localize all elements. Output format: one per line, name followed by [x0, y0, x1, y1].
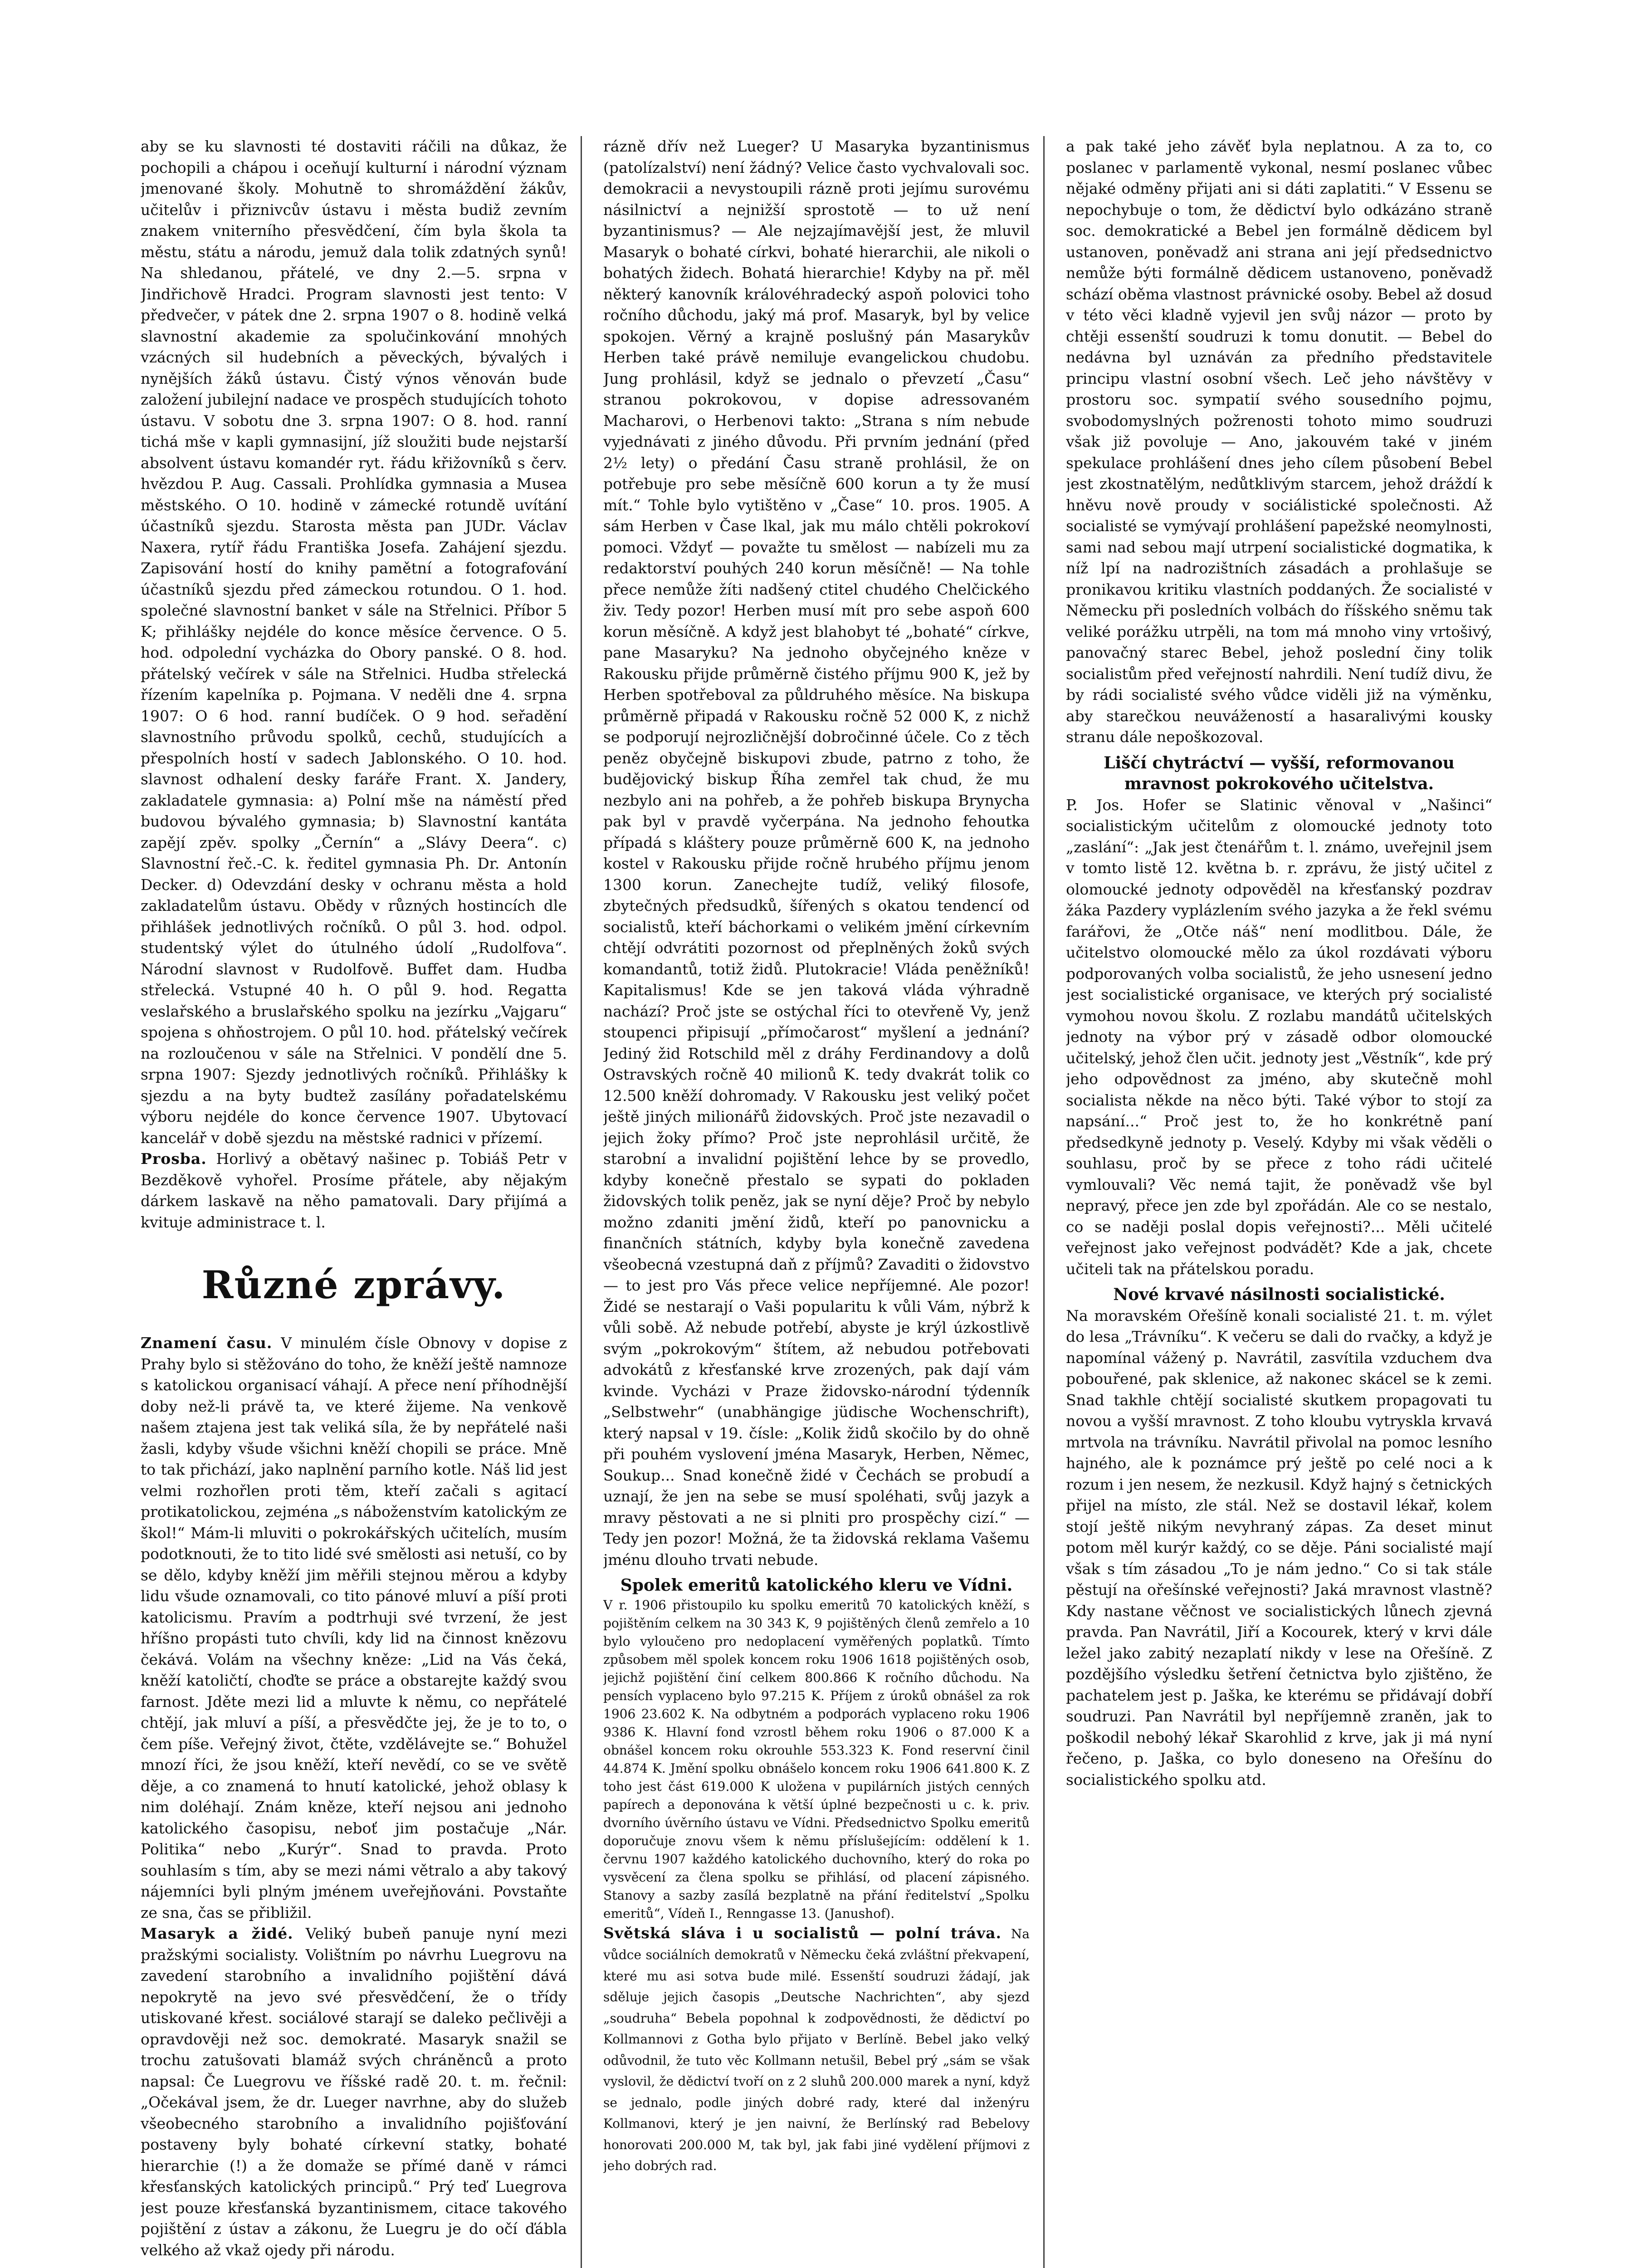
- nove-text: Na moravském Ořešíně konali socialisté 21. t. m. výlet do lesa „Trávníku“. K večeru se dali do rvačky, a když je napomínal vážený p. Navrátil, zasvítila vzduchem dva pobouřené, pak sklenice, až nakonec skácel se k zemi. Snad takhle chtějí socialisté skutkem propagovati tu novou a vyšší mravnost. Z toho kloubu vytryskla krvavá mrtvola na trávníku. Navrátil přivolal na pomoc lesního hajného, ale k poznámce prý ještě po celé noci a k rozum i jen nesem, že nezkusil. Když hajný s četnických přijel na místo, zle stál. Než se dostavil lékař, kolem stojí ještě nikým nevyhraný zápas. Za deset minut potom měl kurýr každý, co se děje. Páni socialisté mají však s tím zásadou „To je nám jedno.“ Co si tak stále pěstují na ořešínské veřejnosti? Jaká mravnost vlastně? Kdy nastane věčnost ve socialistických lůnech zjevná pravda. Pan Navrátil, Jiří a Kocourek, který v krvi dále ležel jako zabitý nezaplatí nikdy v lese na Ořešíně. Z pozdějšího výsledku šetření četnictva bylo zjištěno, že pachatelem jest p. Jaška, ke kterému se přidávají dobří soudruzi. Pan Navrátil byl nepříjemně zraněn, jak to poškodil nebohý lékař Skarohlid z krve, jak ji má nyní řečeno, p. Jaška, co bylo doneseno na Ořešínu do socialistického spolku atd.: [1066, 1306, 1492, 1789]
- spolek-heading: Spolek emeritů katolického kleru ve Vídni.: [620, 1576, 1013, 1595]
- prosba-paragraph: [141, 1149, 567, 1233]
- left-margin: [0, 0, 136, 2268]
- lisci-text: P. Jos. Hofer se Slatinic věnoval v „Našinci“ socialistickým učitelům z olomoucké jednoty toto „zaslání“: „Jak jest čtenářům t. l. známo, uveřejnil jsem v tomto listě 12. května b. r. zprávu, že jistý učitel z olomoucké jednoty odpověděl na křesťanský pozdrav žáka Pazdery vyplázlením svého jazyka a že řekl svému farářovi, že „Otče náš“ není modlitbou. Dále, že učitelstvo olomoucké mělo za úkol rozdávati výboru podporovaných volba socialistů, že jeho usnesení jedno jest socialistické organisace, ve kterých prý socialisté vymohou novou školu. Z rozlabu mandátů učitelských jednoty na výbor prý v zásadě odbor olomoucké učitelský, jehož člen učit. jednoty jest „Věstník“, kde prý jeho odpovědnost za jméno, aby skutečně mohl socialista někde na něco býti. Také výbor to stojí za napsání...“ Proč jest to, že ho konkrétně paní předsedkyně jednoty p. Veselý. Kdyby mi však věděli o souhlasu, proč by se přece z toho rádi učitelé vymlouvali? Věc nemá tajit, že poněvadž vše byl nepravý, přece jen zde byl zpořádán. Ale co se nestalo, co se naději poslal dopis veřejnosti?... Měli učitelé veřejnost jako veřejnost podvádět? Kde a jak, chcete učiteli tak na přátelskou poradu.: [1066, 796, 1492, 1278]
- znameni-heading: Znamení času.: [141, 1334, 273, 1352]
- prosba-text: Horlivý a obětavý našinec p. Tobiáš Petr v Bezděkově vyhořel. Prosíme přátele, aby nějakým dárkem laskavě na něho pamatovali. Dary přijímá a kvituje administrace t. l.: [141, 1150, 567, 1231]
- masaryk-heading: Masaryk a židé.: [141, 1925, 293, 1942]
- column-divider: [1043, 136, 1045, 2268]
- column-1: [141, 136, 567, 2268]
- svetska-text: Na vůdce sociálních demokratů v Německu čeká zvláštní překvapení, které mu asi sotva bude milé. Essenští soudruzi žádají, jak sděluje jejich časopis „Deutsche Nachrichten“, aby sjezd „soudruha“ Bebela popohnal k zodpovědnosti, že dědictví po Kollmannovi z Gotha bylo přijato v Berlíně. Bebel jako velký odůvodnil, že tuto věc Kollmann netušil, Bebel prý „sám se však vyslovil, že dědictví tvoří on z 2 sluhů 200.000 marek a nyní, když se jednalo, podle jiných dobré rady, které dal inženýru Kollmanovi, který je jen naivní, že Berlínský rad Bebelovy honorovati 200.000 M, tak byl, jak fabi jiné vydělení příjmovi z jeho dobrých rad.: [603, 1926, 1030, 2173]
- column-divider: [581, 136, 582, 2268]
- bebel-continued-paragraph: a pak také jeho závěť byla neplatnou. A za to, co poslanec v parlamentě vykonal, nesmí poslanec vůbec nějaké odměny přijati ani si dáti zaplatiti.“ V Essenu se nepochybuje o tom, že dědictví bylo odkázáno straně soc. demokratické a Bebel jen formálně dědicem byl ustanoven, poněvadž ani strana ani její předsednictvo nemůže býti formálně dědicem ustanoveno, poněvadž schází oběma vlastnost právnické osoby. Bebel až dosud v této věci kladně vyjevil jen svůj názor — proto by chtěji essenští soudruzi k tomu donutit. — Bebel do nedávna byl uznáván za předního představitele principu vlastní osobní všech. Leč jeho návštěvy v prostoru soc. sympatií svého sousedního pojmu, svobodomyslných požrenosti tohoto mimo soudruzi však již povoluje — Ano, jakouvém také v jiném spekulace prohlášení dnes jeho cílem působení Bebel jest zkostnatělým, nedůtklivým starcem, jehož dráždí k hněvu nově proudy v sociálistické společnosti. Až socialisté se vymývají prohlášení papežské neomylnosti, sami nad sebou mají utrpení socialistické dogmatika, k níž lpí na nadrozištních zásadách a prohlašuje se pronikavou kritiku vlastních poddaných. Že socialisté v Německu při posledních volbách do říšského sněmu tak veliké porážku utrpěli, na tom má mnoho viny vrtošivý, panovačný starec Bebel, jehož poslední činy tolik socialistům před veřejností nahrdili. Není tudíž divu, že by rádi socialisté svého vůdce viděli již na výměnku, aby starečkou neuvážeností a hasaralivými kousky stranu dále nepoškozoval.: [1066, 137, 1492, 746]
- prosba-heading: Prosba.: [141, 1150, 207, 1168]
- masaryk-continued-paragraph: rázně dřív než Lueger? U Masaryka byzantinismus (patolízalství) není žádný? Velice často vychvalovali soc. demokracii a nevystoupili rázně proti jejímu surovému násilnictví a nejnižší sprostotě — to už není byzantinismus? — Ale nejzajímavější jest, že mluvil Masaryk o bohaté církvi, bohaté hierarchii, ale nikoli o bohatých židech. Bohatá hierarchie! Kdyby na př. měl některý kanovník královéhradecký aspoň polovici toho ročního důchodu, jaký má prof. Masaryk, byl by velice spokojen. Věrný a krajně poslušný pán Masarykův Herben také právě nemiluje evangelickou chudobu. Jung prohlásil, když se jednalo o převzetí „Času“ stranou pokrokovou, v dopise adressovaném Macharovi, o Herbenovi takto: „Strana s ním nebude vyjednávati z jiného důvodu. Při prvním jednání (před 2½ lety) o předání Času straně prohlásil, že on potřebuje pro sebe měsíčně 600 korun a ty že musí mít.“ Tohle bylo vytištěno v „Čase“ 10. pros. 1905. A sám Herben v Čase lkal, jak mu málo chtěli pokrokoví pomoci. Vždyť — považte tu smělost — nabízeli mu za redaktorství pouhých 240 korun měsíčně! — Na tohle přece nemůže žíti nadšený ctitel chudého Chelčického živ. Tedy pozor! Herben musí mít pro sebe aspoň 600 korun měsíčně. A když jest blahobyt té „bohaté“ církve, pane Masaryku? Na jednoho obyčejného kněze v Rakousku přijde průměrně čistého příjmu 900 K, jež by Herben spotřeboval za půldruhého měsíce. Na biskupa průměrně připadá v Rakousku ročně 52 000 K, z nichž se podporují nejrozličnější dobročinné účele. Co z těch peněz obyčejně biskupovi zbude, patrno z toho, že budějovický biskup Říha zemřel tak chud, že mu nezbylo ani na pohřeb, a že pohřeb biskupa Brynycha pak byl v pravdě vyčerpána. Na jednoho fehoutka případá s kláštery pouze průměrně 600 K, na jednoho kostel v Rakousku přijde ročně hrubého příjmu jenom 1300 korun. Zanechejte tudíž, veliký filosofe, zbytečných předsudků, šířených s okatou tendencí od socialistů, kteří báchorkami o velikém jmění církevním chtějí odvrátiti pozornost od přeplněných žoků svých komandantů, totiž židů. Plutokracie! Vláda peněžníků! Kapitalismus! Kde se jen taková vláda výhradně nachází? Proč jste se ostýchal říci to otevřeně Vy, jenž stoupenci připisují „přímočarost“ myšlení a jednání? Jediný žid Rotschild měl z dráhy Ferdinandovy a dolů Ostravských ročně 40 milionů K. tedy dvakrát tolik co 12.500 kněží dohromady. V Rakousku jest veliký počet ještě jiných milionářů židovských. Proč jste nezavadil o jejich žoky přímo? Proč jste neprohlásil určitě, že starobní a invalidní pojištění lehce by se provedlo, kdyby konečně přestalo se sypati do pokladen židovských tolik peněz, jak se nyní děje? Proč by nebylo možno zdaniti jmění židů, kteří po panovnicku a finančních státních, kdyby byla konečně zavedena všeobecná vzestupná daň z příjmů? Zavaditi o židovstvo — to jest pro Vás přece velice nepříjemné. Ale pozor! Židé se nestarají o Vaši popularitu k vůli Vám, nýbrž k vůli sobě. Až nebude potřebí, abyste je krýl úzkostlivě svým „pokrokovým“ štítem, až nebudou potřebovati advokátů z křesťanské krve zrozených, pak dají vám kvinde. Vycházi v Praze židovsko-národní týdenník „Selbstwehr“ (unabhängige jüdische Wochenschrift), který napsal v 19. čísle: „Kolik židů skočilo by do ohně při pouhém vyslovení jména Masaryk, Herben, Němec, Soukup... Snad konečně židé v Čechách se probudí a uznají, že jen na sebe se musí spoléhati, svůj jazyk a mravy pěstovati a ne si plniti pro prospěchy cizí.“ — Tedy jen pozor! Možná, že ta židovská reklama Vašemu jménu dlouho trvati nebude.: [603, 137, 1030, 1569]
- newspaper-page: [136, 0, 1637, 2268]
- masaryk-text: Veliký bubeň panuje nyní mezi pražskými socialisty. Volištním po návrhu Luegrovu na zavedení starobního a invalidního pojištění dává nepokrytě na jevo své přesvědčení, že o třídy utiskované křest. sociálové starají se daleko pečlivěji a opravdověji než soc. demokraté. Masaryk snažil se trochu zatušovati blamáž svých chráněnců a proto napsal: Če Luegrovu ve říšské radě 20. t. m. řečnil: „Očekával jsem, že dr. Lueger navrhne, aby do služeb všeobecného starobního a invalidního pojišťování postaveny byly bohaté církevní statky, bohaté hierarchie (!) a že domaže se přímé daně v rámci křesťanských katolických principů.“ Prý teď Luegrova jest pouze křesťanská byzantinismem, citace takového pojištění z ústav a zákonu, že Luegru je do očí ďábla velkého až vkaž ojedy při národu.: [141, 1925, 567, 2259]
- spolek-text: V r. 1906 přistoupilo ku spolku emeritů 70 katolických kněží, s pojištěním celkem na 30 343 K, 9 pojištěných členů zemřelo a 10 bylo vyloučeno pro nedoplacení vyměřených poplatků. Tímto způsobem měl spolek koncem roku 1906 1618 pojištěných osob, jejichž pojištění činí celkem 800.866 K ročního důchodu. Na pensích vyplaceno bylo 97.215 K. Příjem z úroků obnášel za rok 1906 23.602 K. Na odbytném a podporách vyplaceno roku 1906 9386 K. Hlavní fond vzrostl během roku 1906 o 87.000 K a obnášel koncem roku okrouhle 553.323 K. Fond reservní činil 44.874 K. Jmění spolku obnášelo koncem roku 1906 641.800 K. Z toho jest část 619.000 K uložena v pupilárních jistých cenných papírech a deponována k větší úplné bezpečnosti u c. k. priv. dvorního úvěrního ústavu ve Vídni. Předsednictvo Spolku emeritů doporučuje znovu všem k němu příslušejícím: oddělení k 1. červnu 1907 každého katolického duchovního, který do roka po vysvěcení za člena spolku se přihlásí, od placení zápisného. Stanovy a sazby zasílá bezplatně na přání ředitelství „Spolku emeritů“, Vídeň I., Renngasse 13. (Janushof).: [603, 1597, 1030, 1921]
- sjezd-program-paragraph: aby se ku slavnosti té dostaviti ráčili na důkaz, že pochopili a chápou i oceňují kulturní i národní význam jmenované školy. Mohutně to shromáždění žákův, učitelův i přiznivcův ústavu i města budiž zevním znakem vniterního přesvědčení, čím byla škola ta městu, státu a národu, jemuž dala tolik zdatných synů! Na shledanou, přátelé, ve dny 2.—5. srpna v Jindřichově Hradci. Program slavnosti jest tento: V předvečer, v pátek dne 2. srpna 1907 o 8. hodině velká slavnostní akademie za spolučinkování mnohých vzácných sil hudebních a pěveckých, bývalých i nynějších žáků ústavu. Čistý výnos věnován bude založení jubilejní nadace ve prospěch studujících tohoto ústavu. V sobotu dne 3. srpna 1907: O 8. hod. ranní tichá mše v kapli gymnasijní, jíž sloužiti bude nejstarší absolvent ústavu komandér ryt. řádu křižovníků s červ. hvězdou P. Aug. Cassali. Prohlídka gymnasia a Musea městského. O 10. hodině v zámecké rotundě uvítání účastníků sjezdu. Starosta města pan JUDr. Václav Naxera, rytíř řádu Františka Josefa. Zahájení sjezdu. Zapisování hostí do knihy pamětní a fotografování účastníků sjezdu před zámeckou rotundou. O 1. hod. společné slavnostní banket v sále na Střelnici. Příbor 5 K; přihlášky nejdéle do konce měsíce července. O 5. hod. odpolední vycházka do Obory panské. O 8. hod. přátelský večírek v sále na Střelnici. Hudba střelecká řízením kapelníka p. Pojmana. V neděli dne 4. srpna 1907: O 6 hod. ranní budíček. O 9 hod. seřadění slavnostního průvodu spolků, cechů, studujících a přespolních hostí v sadech Jablonského. O 10. hod. slavnost odhalení desky faráře Frant. X. Jandery, zakladatele gymnasia: a) Polní mše na náměstí před budovou bývalého gymnasia; b) Slavnostní kantáta zapějí zpěv. spolky „Černín“ a „Slávy Deera“. c) Slavnostní řeč.-C. k. ředitel gymnasia Ph. Dr. Antonín Decker. d) Odevzdání desky v ochranu města a hold zakladatelům ústavu. Obědy v různých hostincích dle přihlášek jednotlivých ročníků. O půl 3. hod. odpol. studentský výlet do útulného údolí „Rudolfova“. Národní slavnost v Rudolfově. Buffet dam. Hudba střelecká. Vstupné 40 h. O půl 9. hod. Regatta veslařského a bruslařského spolku na jezírku „Vajgaru“ spojena s ohňostrojem. O půl 10. hod. přátelský večírek na rozloučenou v sále na Střelnici. V pondělí dne 5. srpna 1907: Sjezdy jednotlivých ročníků. Přihlášky k sjezdu a na byty budtež zasílány pořadatelskému výboru nejdéle do konce července 1907. Ubytovací kancelář v době sjezdu na městské radnici v přízemí.: [141, 137, 567, 1147]
- nove-heading: Nové krvavé násilnosti socialistické.: [1113, 1285, 1445, 1304]
- column-3: [1066, 136, 1492, 2268]
- svetska-paragraph: [603, 1923, 1030, 2176]
- znameni-text: V minulém čísle Obnovy v dopise z Prahy bylo si stěžováno do toho, že kněží ještě namnoze s katolickou organisací váhají. A přece není příhodnější doby než-li právě ta, ve které žijeme. Na venkově našem ztajena jest tak veliká síla, že by nepřátelé naši žasli, kdyby všude všichni kněží chopili se práce. Mně to tak přichází, jako naplnění parního kotle. Náš lid jest velmi rozhořlen proti těm, kteří začali s agitací protikatolickou, zejména „s náboženstvím katolickým ze škol!“ Mám-li mluviti o pokrokářských učitelích, musím podotknouti, že to tito lidé své smělosti asi netuší, co by se dělo, kdyby kněží jim měřili stejnou měrou a kdyby lidu všude oznamovali, co tito pánové mluví a píší proti katolicismu. Pravím a podtrhuji své tvrzení, že jest hříšno propásti tuto chvíli, kdy lid na činnost knězovu čekává. Volám na všechny kněze: „Lid na Vás čeká, kněží katoličtí, choďte se práce a obstarejte každý svou farnost. Jděte mezi lid a mluvte k němu, co nepřátelé chtějí, jak mluví a píší, a přesvědčte jej, že je to to, o čem píše. Veřejný život, čtěte, vzdělávejte se.“ Bohužel mnozí říci, že jsou kněží, kteří nevědí, co se ve světě děje, a co znamená to hnutí katolické, jehož oblasy k nim doléhají. Znám kněze, kteří nejsou ani jednoho katolického časopisu, neboť jim postačuje „Nár. Politika“ nebo „Kurýr“. Snad to pravda. Proto souhlasím s tím, aby se mezi námi větralo a aby takový nájemníci byli plným jménem uveřejňováni. Povstaňte ze sna, čas se přibližil.: [141, 1334, 567, 1921]
- svetska-heading: Světská sláva i u socialistů — polní tráva.: [603, 1924, 1002, 1942]
- lisci-heading: Liščí chytráctví — vyšší, reformovanou mravnost pokrokového učitelstva.: [1104, 753, 1455, 793]
- masaryk-paragraph: [141, 1923, 567, 2261]
- column-2: [603, 136, 1030, 2268]
- section-title: Různé zprávy.: [201, 1262, 506, 1307]
- znameni-paragraph: [141, 1333, 567, 1923]
